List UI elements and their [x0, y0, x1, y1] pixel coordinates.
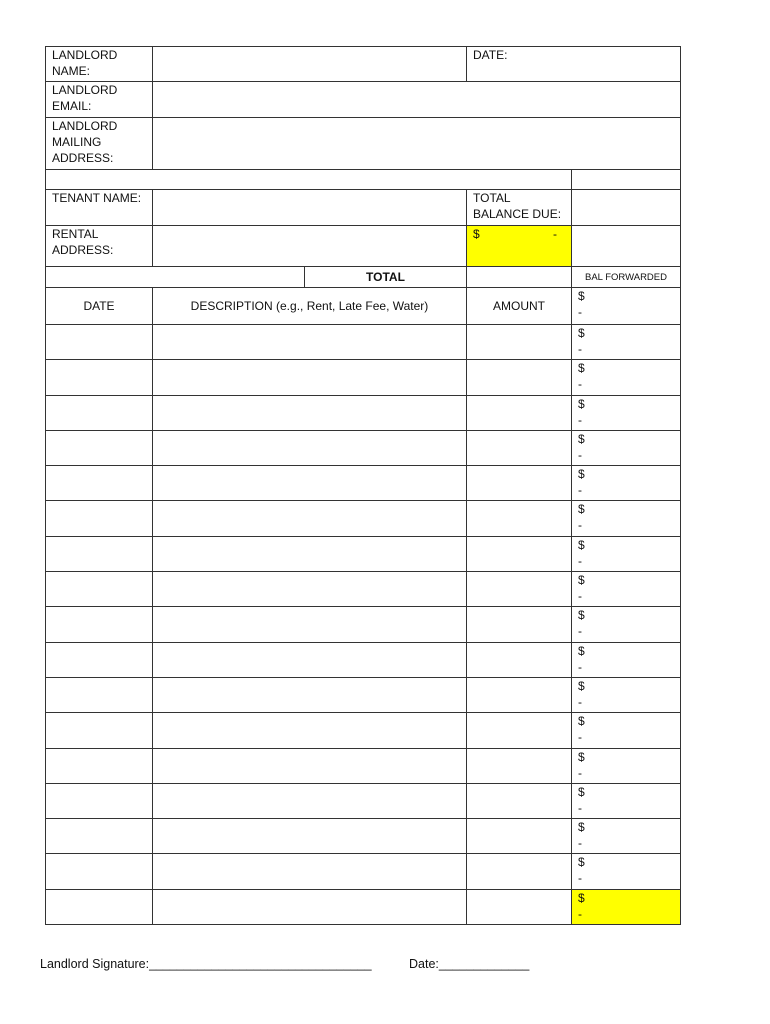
ledger-row [46, 607, 681, 642]
balance-dollar: $ [578, 361, 585, 376]
ledger-date-cell[interactable] [46, 748, 153, 783]
ledger-amount-cell-input[interactable] [467, 537, 571, 555]
ledger-balance-cell [572, 572, 681, 607]
ledger-date-cell-input[interactable] [46, 819, 152, 837]
ledger-balance-cell [572, 536, 681, 571]
balance-value: - [578, 730, 582, 745]
signature-underline[interactable]: ________________________________ [149, 957, 372, 971]
ledger-amount-cell-input[interactable] [467, 572, 571, 590]
ledger-balance-cell [572, 889, 681, 924]
bal-forwarded-cell [572, 288, 681, 325]
ledger-description-cell-input[interactable] [153, 713, 466, 731]
ledger-row [46, 466, 681, 501]
ledger-date-cell[interactable] [46, 360, 153, 395]
ledger-row [46, 748, 681, 783]
ledger-date-cell[interactable] [46, 677, 153, 712]
ledger-description-cell-input[interactable] [153, 466, 466, 484]
signature-label: Landlord Signature: [40, 957, 150, 971]
ledger-date-cell[interactable] [46, 325, 153, 360]
ledger-description-cell-input[interactable] [153, 784, 466, 802]
balance-value: - [578, 624, 582, 639]
ledger-description-cell[interactable] [153, 819, 467, 854]
ledger-amount-cell[interactable] [467, 501, 572, 536]
balance-dollar: $ [578, 749, 585, 764]
ledger-description-cell-input[interactable] [153, 325, 466, 343]
ledger-balance-cell [572, 677, 681, 712]
ledger-row [46, 713, 681, 748]
ledger-description-cell[interactable] [153, 395, 467, 430]
ledger-balance-cell [572, 783, 681, 818]
ledger-row [46, 360, 681, 395]
ledger-description-cell-input[interactable] [153, 431, 466, 449]
ledger-amount-cell-input[interactable] [467, 501, 571, 519]
ledger-description-cell[interactable] [153, 430, 467, 465]
ledger-row [46, 536, 681, 571]
ledger-date-cell-input[interactable] [46, 466, 152, 484]
ledger-date-cell-input[interactable] [46, 607, 152, 625]
ledger-row [46, 783, 681, 818]
total-balance-value: - [553, 227, 557, 241]
rental-address-label: RENTAL ADDRESS: [46, 226, 153, 267]
ledger-amount-cell[interactable] [467, 466, 572, 501]
spacer-cell [572, 170, 681, 190]
ledger-balance-cell [572, 501, 681, 536]
balance-value: - [578, 483, 582, 498]
landlord-email-field[interactable] [153, 82, 681, 118]
total-label: TOTAL [305, 267, 467, 288]
ledger-description-cell-input[interactable] [153, 854, 466, 872]
ledger-description-cell[interactable] [153, 466, 467, 501]
balance-dollar: $ [578, 537, 585, 552]
ledger-description-cell[interactable] [153, 501, 467, 536]
balance-value: - [578, 342, 582, 356]
ledger-description-cell-input[interactable] [153, 819, 466, 837]
ledger-amount-cell[interactable] [467, 854, 572, 889]
empty-cell [572, 226, 681, 267]
ledger-description-cell-input[interactable] [153, 572, 466, 590]
landlord-address-label: LANDLORD MAILING ADDRESS: [46, 118, 153, 170]
ledger-amount-cell[interactable] [467, 819, 572, 854]
ledger-row [46, 501, 681, 536]
bal-forwarded-label: BAL FORWARDED [572, 267, 681, 288]
ledger-date-cell[interactable] [46, 819, 153, 854]
ledger-description-cell[interactable] [153, 748, 467, 783]
ledger-balance-cell [572, 360, 681, 395]
ledger-date-cell-input[interactable] [46, 325, 152, 343]
ledger-date-cell-input[interactable] [46, 431, 152, 449]
ledger-date-cell[interactable] [46, 501, 153, 536]
ledger-description-cell[interactable] [153, 536, 467, 571]
ledger-amount-cell[interactable] [467, 360, 572, 395]
ledger-date-cell[interactable] [46, 430, 153, 465]
ledger-balance-cell [572, 713, 681, 748]
balance-value: - [578, 412, 582, 427]
balance-dollar: $ [578, 326, 585, 340]
tenant-name-input[interactable] [153, 190, 466, 208]
ledger-amount-cell-input[interactable] [467, 713, 571, 731]
ledger-balance-cell [572, 395, 681, 430]
balance-value: - [578, 765, 582, 780]
ledger-amount-cell-input[interactable] [467, 890, 571, 908]
balance-value: - [578, 553, 582, 568]
balance-value: - [578, 518, 582, 533]
total-balance-due-label: TOTAL BALANCE DUE: [467, 190, 572, 226]
ledger-description-cell-input[interactable] [153, 360, 466, 378]
balance-dollar: $ [578, 678, 585, 693]
ledger-row [46, 572, 681, 607]
ledger-date-cell[interactable] [46, 466, 153, 501]
ledger-date-cell-input[interactable] [46, 784, 152, 802]
landlord-name-input[interactable] [153, 47, 466, 65]
tenant-name-field[interactable] [153, 190, 467, 226]
empty-cell [572, 190, 681, 226]
balance-value: - [578, 377, 582, 392]
empty-cell [467, 267, 572, 288]
ledger-row [46, 325, 681, 360]
ledger-description-cell[interactable] [153, 677, 467, 712]
ledger-description-cell[interactable] [153, 325, 467, 360]
balance-dollar: $ [578, 890, 585, 905]
tenant-name-label: TENANT NAME: [46, 190, 153, 226]
ledger-date-cell[interactable] [46, 713, 153, 748]
ledger-description-cell-input[interactable] [153, 607, 466, 625]
ledger-date-cell[interactable] [46, 572, 153, 607]
ledger-date-cell[interactable] [46, 607, 153, 642]
ledger-date-cell-input[interactable] [46, 360, 152, 378]
landlord-name-label: LANDLORD NAME: [46, 47, 153, 82]
ledger-amount-cell-input[interactable] [467, 431, 571, 449]
balance-value: - [578, 305, 582, 319]
balance-value: - [578, 659, 582, 674]
balance-dollar: $ [578, 820, 585, 835]
description-column-header: DESCRIPTION (e.g., Rent, Late Fee, Water) [153, 288, 467, 325]
landlord-address-input[interactable] [153, 118, 680, 136]
ledger-date-cell[interactable] [46, 536, 153, 571]
date-label: DATE: [467, 47, 681, 82]
ledger-date-cell[interactable] [46, 642, 153, 677]
ledger-date-cell-input[interactable] [46, 537, 152, 555]
ledger-description-cell[interactable] [153, 854, 467, 889]
ledger-date-cell-input[interactable] [46, 396, 152, 414]
ledger-amount-cell-input[interactable] [467, 396, 571, 414]
ledger-amount-cell[interactable] [467, 325, 572, 360]
ledger-balance-cell [572, 748, 681, 783]
ledger-amount-cell-input[interactable] [467, 466, 571, 484]
ledger-description-cell-input[interactable] [153, 537, 466, 555]
spacer-row [46, 170, 572, 190]
ledger-date-cell-input[interactable] [46, 713, 152, 731]
balance-dollar: $ [578, 573, 585, 588]
ledger-date-cell-input[interactable] [46, 854, 152, 872]
ledger-date-cell[interactable] [46, 783, 153, 818]
balance-dollar: $ [578, 396, 585, 411]
ledger-balance-cell [572, 854, 681, 889]
ledger-balance-cell [572, 325, 681, 360]
landlord-name-field[interactable] [153, 47, 467, 82]
ledger-amount-cell[interactable] [467, 430, 572, 465]
ledger-date-cell-input[interactable] [46, 749, 152, 767]
footer-date-underline[interactable]: _____________ [438, 957, 530, 971]
ledger-amount-cell[interactable] [467, 748, 572, 783]
balance-dollar: $ [578, 608, 585, 623]
ledger-amount-cell-input[interactable] [467, 607, 571, 625]
balance-dollar: $ [578, 784, 585, 799]
ledger-amount-cell[interactable] [467, 889, 572, 924]
ledger-description-cell-input[interactable] [153, 749, 466, 767]
ledger-balance-cell [572, 642, 681, 677]
balance-dollar: $ [578, 855, 585, 870]
balance-value: - [578, 694, 582, 709]
ledger-amount-cell-input[interactable] [467, 678, 571, 696]
balance-value: - [578, 589, 582, 604]
ledger-amount-cell-input[interactable] [467, 854, 571, 872]
ledger-description-cell[interactable] [153, 889, 467, 924]
rental-address-field[interactable] [153, 226, 467, 267]
balance-value: - [578, 871, 582, 886]
ledger-description-cell-input[interactable] [153, 501, 466, 519]
ledger-balance-cell [572, 819, 681, 854]
ledger-description-cell[interactable] [153, 607, 467, 642]
ledger-amount-cell[interactable] [467, 572, 572, 607]
ledger-balance-cell [572, 466, 681, 501]
ledger-row [46, 819, 681, 854]
balance-value: - [578, 800, 582, 815]
ledger-date-cell-input[interactable] [46, 501, 152, 519]
ledger-balance-cell [572, 607, 681, 642]
ledger-date-cell-input[interactable] [46, 643, 152, 661]
ledger-amount-cell[interactable] [467, 607, 572, 642]
ledger-description-cell[interactable] [153, 713, 467, 748]
ledger-amount-cell[interactable] [467, 713, 572, 748]
ledger-amount-cell-input[interactable] [467, 643, 571, 661]
balance-dollar: $ [578, 502, 585, 517]
ledger-description-cell-input[interactable] [153, 678, 466, 696]
balance-dollar: $ [578, 714, 585, 729]
ledger-amount-cell-input[interactable] [467, 360, 571, 378]
ledger-description-cell[interactable] [153, 783, 467, 818]
ledger-amount-cell-input[interactable] [467, 819, 571, 837]
ledger-description-cell-input[interactable] [153, 890, 466, 908]
landlord-address-field[interactable] [153, 118, 681, 170]
ledger-amount-cell-input[interactable] [467, 784, 571, 802]
empty-cell [46, 267, 305, 288]
ledger-date-cell[interactable] [46, 395, 153, 430]
ledger-date-cell-input[interactable] [46, 890, 152, 908]
rental-address-input[interactable] [153, 226, 466, 244]
ledger-amount-cell[interactable] [467, 642, 572, 677]
ledger-amount-cell[interactable] [467, 536, 572, 571]
ledger-description-cell-input[interactable] [153, 643, 466, 661]
ledger-balance-cell [572, 430, 681, 465]
ledger-row [46, 395, 681, 430]
ledger-date-cell[interactable] [46, 854, 153, 889]
ledger-description-cell[interactable] [153, 360, 467, 395]
ledger-date-cell-input[interactable] [46, 572, 152, 590]
total-balance-dollar: $ [473, 227, 480, 241]
ledger-row [46, 677, 681, 712]
ledger-date-cell-input[interactable] [46, 678, 152, 696]
footer-date-label: Date: [409, 957, 439, 971]
ledger-amount-cell[interactable] [467, 395, 572, 430]
balance-value: - [578, 836, 582, 851]
ledger-description-cell[interactable] [153, 572, 467, 607]
footer-date-line [409, 957, 529, 971]
balance-dollar: $ [578, 289, 585, 303]
ledger-amount-cell[interactable] [467, 677, 572, 712]
balance-dollar: $ [578, 643, 585, 658]
signature-line [40, 957, 372, 971]
amount-column-header: AMOUNT [467, 288, 572, 325]
ledger-amount-cell-input[interactable] [467, 325, 571, 343]
landlord-email-label: LANDLORD EMAIL: [46, 82, 153, 118]
ledger-description-cell[interactable] [153, 642, 467, 677]
balance-value: - [578, 447, 582, 462]
ledger-row [46, 854, 681, 889]
ledger-form [45, 46, 681, 925]
total-balance-value-cell [467, 226, 572, 267]
balance-dollar: $ [578, 431, 585, 446]
ledger-amount-cell[interactable] [467, 783, 572, 818]
ledger-row [46, 430, 681, 465]
ledger-row [46, 642, 681, 677]
balance-dollar: $ [578, 467, 585, 482]
ledger-description-cell-input[interactable] [153, 396, 466, 414]
ledger-row [46, 889, 681, 924]
ledger-date-cell[interactable] [46, 889, 153, 924]
landlord-email-input[interactable] [153, 82, 680, 100]
ledger-amount-cell-input[interactable] [467, 749, 571, 767]
balance-value: - [578, 906, 582, 921]
date-column-header: DATE [46, 288, 153, 325]
